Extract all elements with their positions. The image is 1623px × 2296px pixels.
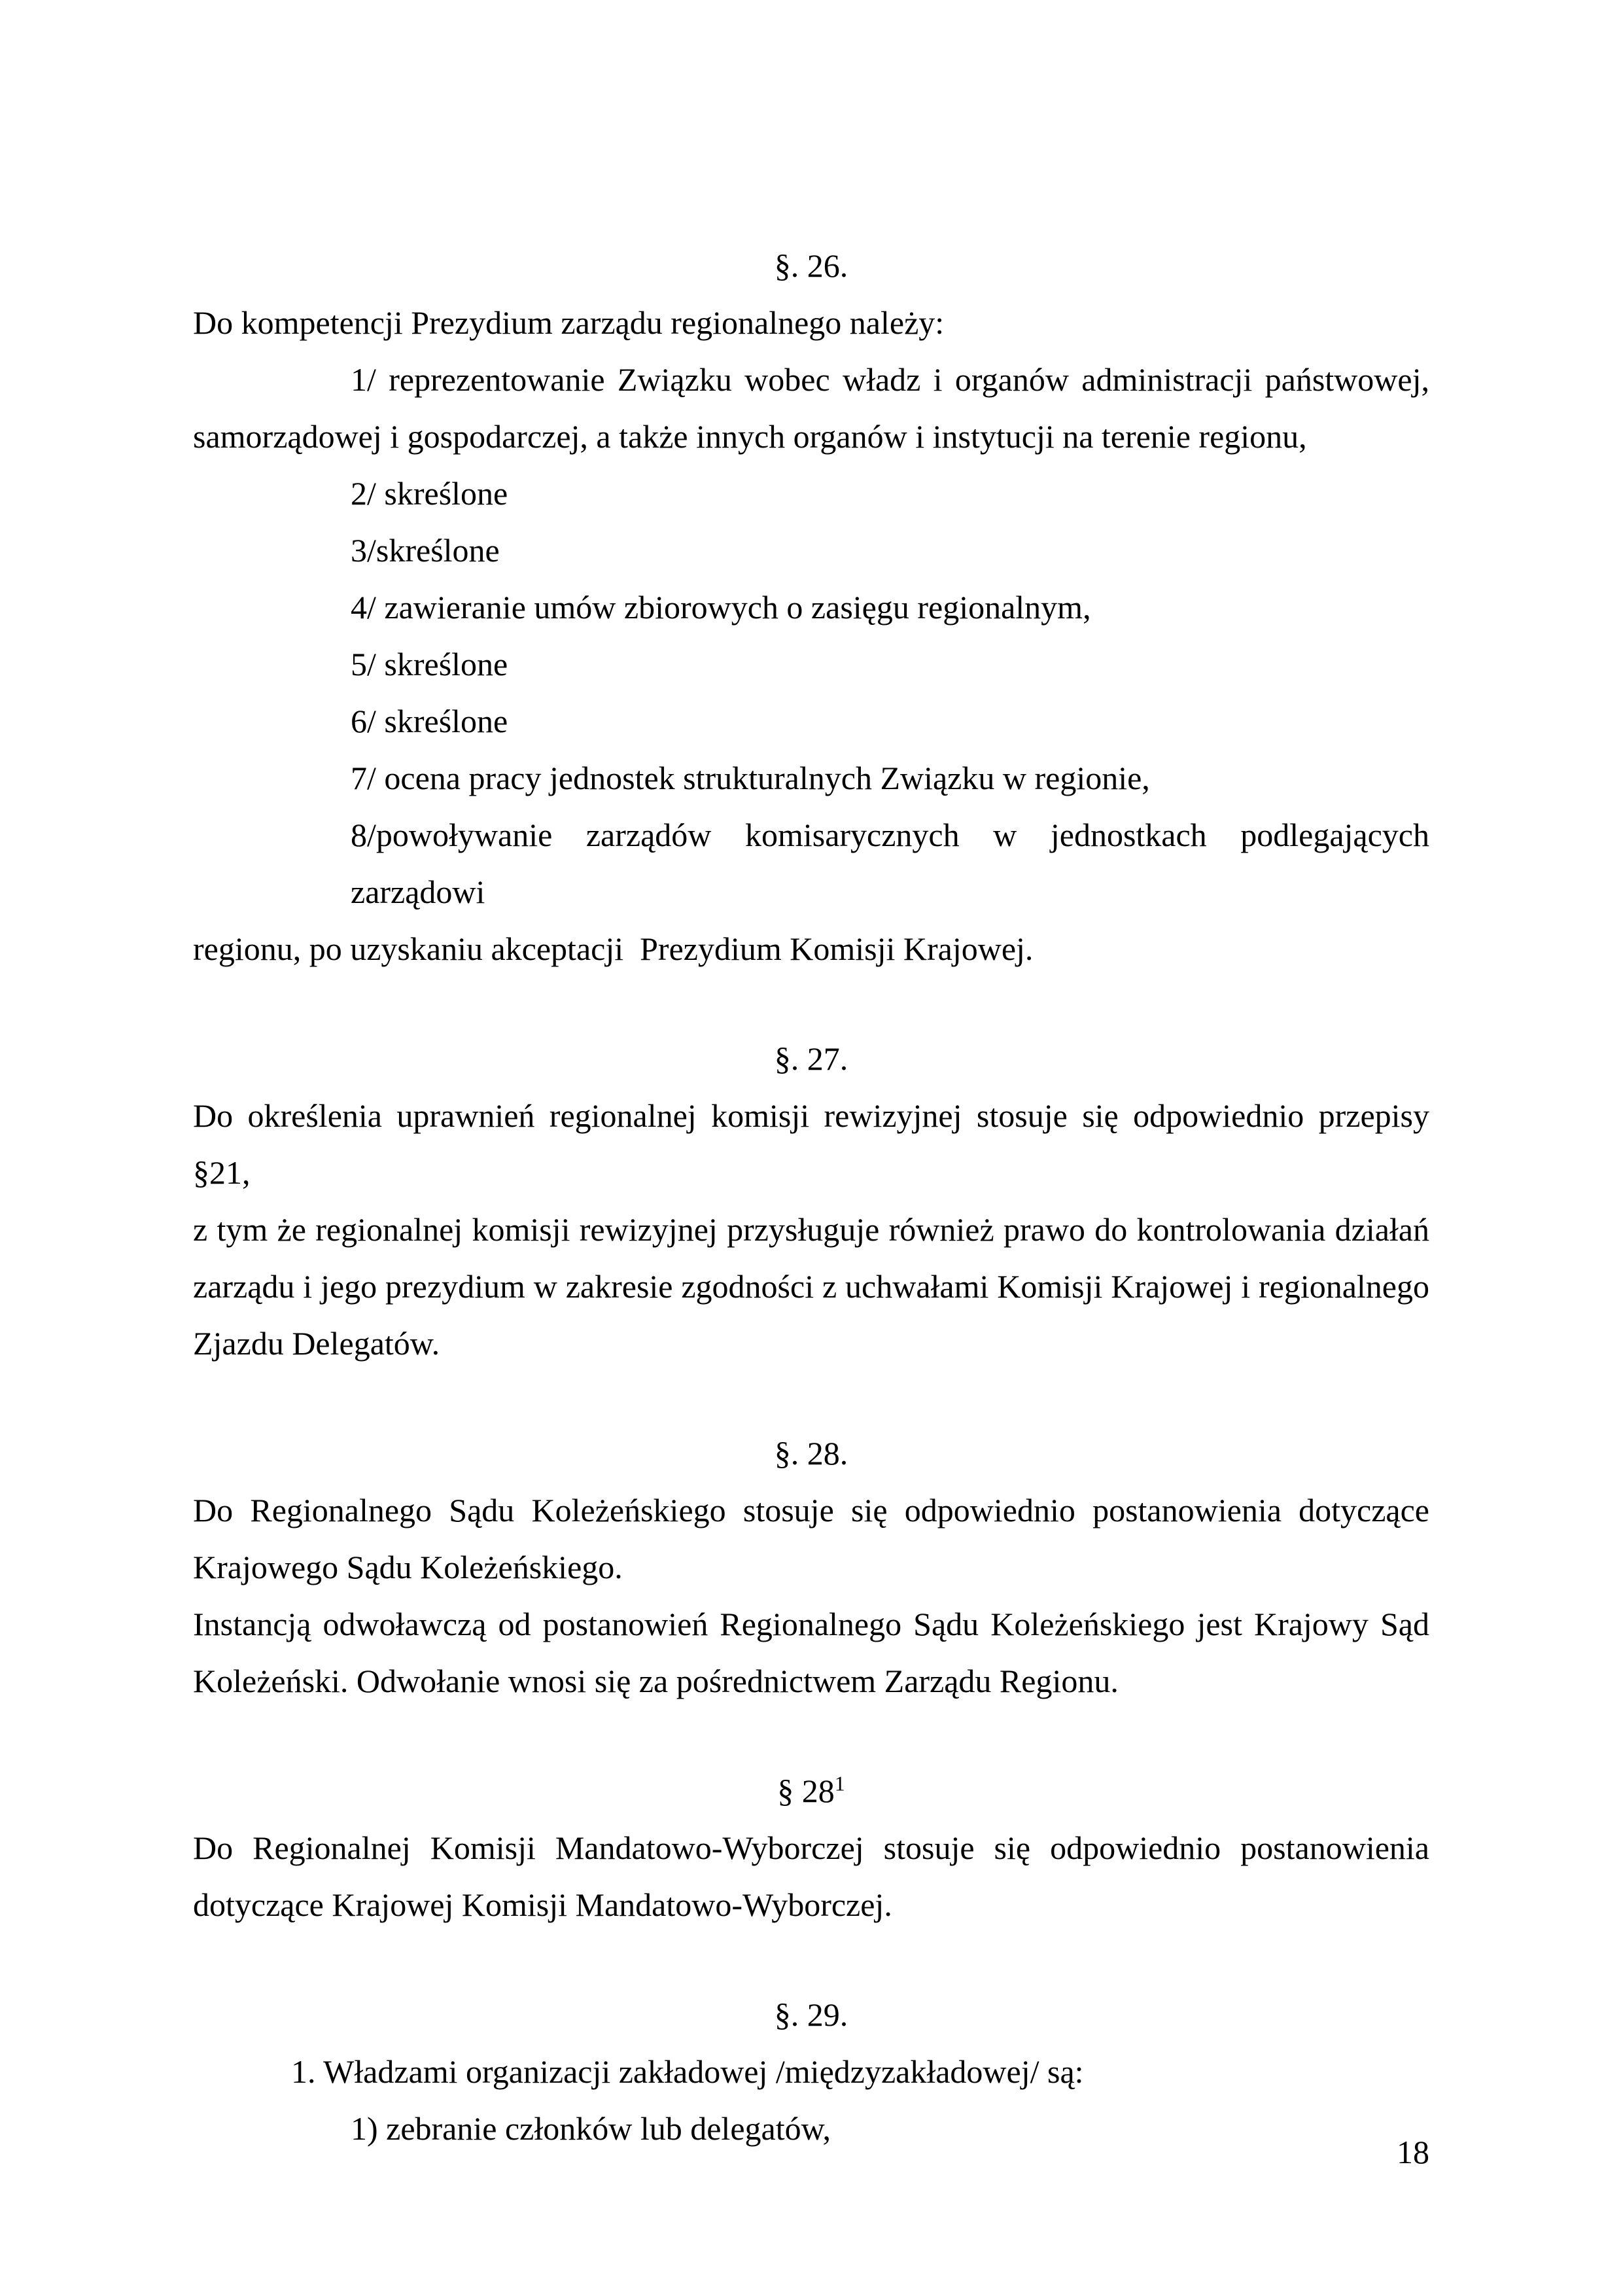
list-item: 1/ reprezentowanie Związku wobec władz i organów administracji państwowej,	[351, 361, 1429, 398]
section-heading-26: §. 26.	[774, 247, 848, 284]
paragraph-line: Koleżeński. Odwołanie wnosi się za pośrednictwem Zarządu Regionu.	[193, 1663, 1119, 1699]
paragraph-line: Instancją odwoławczą od postanowień Regionalnego Sądu Koleżeńskiego jest Krajowy Sąd	[193, 1606, 1429, 1642]
paragraph-line: Do określenia uprawnień regionalnej komisji rewizyjnej stosuje się odpowiednio przepisy §21,	[193, 1097, 1429, 1191]
page-number: 18	[1397, 2134, 1429, 2170]
list-item: 3/skreślone	[351, 532, 500, 569]
section-heading-27: §. 27.	[774, 1040, 848, 1077]
list-item: 8/powoływanie zarządów komisarycznych w jednostkach podlegających zarządowi	[351, 817, 1429, 910]
paragraph-line: Do Regionalnego Sądu Koleżeńskiego stosuje się odpowiednio postanowienia dotyczące	[193, 1492, 1429, 1528]
list-item: 1) zebranie członków lub delegatów,	[351, 2110, 831, 2147]
document-body	[193, 0, 1429, 2157]
list-item: 4/ zawieranie umów zbiorowych o zasięgu regionalnym,	[351, 589, 1091, 626]
paragraph-line: Do Regionalnej Komisji Mandatowo-Wyborczej stosuje się odpowiednio postanowienia	[193, 1829, 1429, 1866]
section-heading-29: §. 29.	[774, 1996, 848, 2033]
section-heading-base: § 28	[777, 1773, 835, 1809]
list-item: 7/ ocena pracy jednostek strukturalnych Związku w regionie,	[351, 760, 1150, 796]
paragraph-line: Zjazdu Delegatów.	[193, 1325, 440, 1362]
paragraph-line: dotyczące Krajowej Komisji Mandatowo-Wyborczej.	[193, 1886, 892, 1923]
paragraph-line: 1. Władzami organizacji zakładowej /międzyzakładowej/ są:	[291, 2053, 1084, 2090]
list-item: 6/ skreślone	[351, 703, 508, 739]
paragraph-line: regionu, po uzyskaniu akceptacji Prezydium Komisji Krajowej.	[193, 930, 1034, 967]
section-heading-superscript: 1	[834, 1771, 845, 1795]
paragraph-line: zarządu i jego prezydium w zakresie zgodności z uchwałami Komisji Krajowej i regionalnego	[193, 1268, 1429, 1305]
section-heading-28: §. 28.	[774, 1435, 848, 1472]
paragraph-line: z tym że regionalnej komisji rewizyjnej przysługuje również prawo do kontrolowania działań	[193, 1211, 1429, 1248]
list-item: 2/ skreślone	[351, 475, 508, 512]
paragraph-line: Krajowego Sądu Koleżeńskiego.	[193, 1549, 623, 1585]
section-heading-28-1	[193, 1763, 1429, 1820]
list-item: 5/ skreślone	[351, 646, 508, 682]
paragraph-line: samorządowej i gospodarczej, a także innych organów i instytucji na terenie regionu,	[193, 418, 1307, 455]
paragraph-line: Do kompetencji Prezydium zarządu regionalnego należy:	[193, 304, 945, 341]
